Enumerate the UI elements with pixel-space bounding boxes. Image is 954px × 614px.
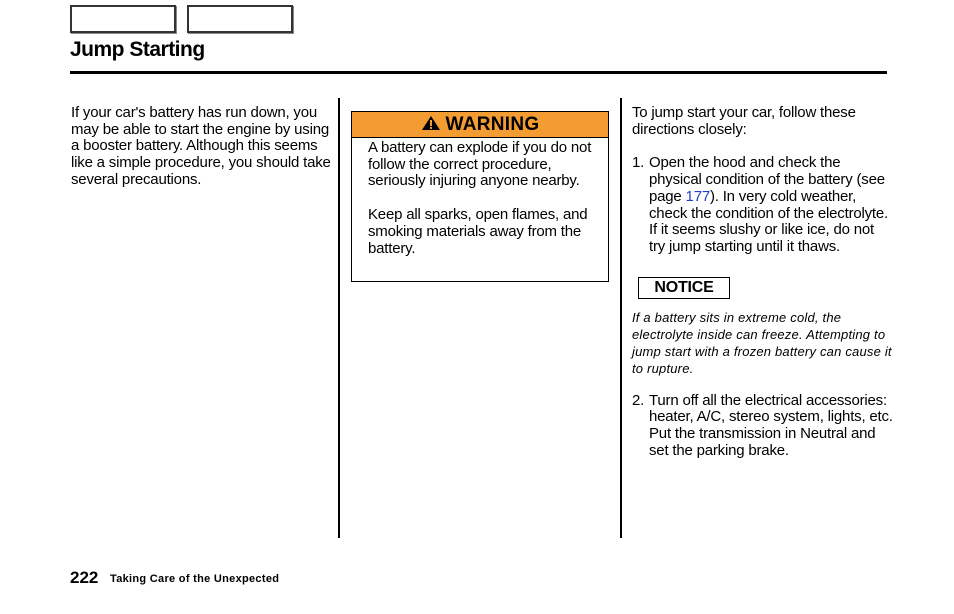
column-divider-left bbox=[338, 98, 340, 538]
step-number: 2. bbox=[632, 391, 645, 409]
warning-triangle-icon bbox=[421, 115, 441, 131]
previous-page-button[interactable] bbox=[70, 5, 176, 33]
step-text: Put the transmission in Neutral and set the parking brake. bbox=[649, 425, 876, 459]
step-1 bbox=[632, 155, 894, 255]
warning-box bbox=[351, 111, 609, 282]
step-2 bbox=[632, 393, 894, 460]
notice-text: If a battery sits in extreme cold, the electrolyte inside can freeze. Attempting to jump start with a frozen battery can cause it to rupture. bbox=[632, 309, 892, 376]
page-number: 222 bbox=[70, 568, 99, 587]
next-page-button[interactable] bbox=[187, 5, 293, 33]
title-divider bbox=[70, 71, 887, 74]
page-177-link[interactable]: 177 bbox=[685, 187, 710, 205]
step-text: Turn off all the electrical accessories: heater, A/C, stereo system, lights, etc. bbox=[649, 391, 893, 426]
step-text: Open the hood and check the physical condition of the battery (see page bbox=[649, 154, 885, 205]
warning-heading: WARNING bbox=[445, 114, 540, 135]
directions-column bbox=[632, 105, 894, 459]
intro-paragraph: If your car's battery has run down, you may be able to start the engine by using a booster battery. Although this seems like a simple procedure, you should take several precautions. bbox=[71, 104, 331, 188]
warning-paragraph: Keep all sparks, open flames, and smoking materials away from the battery. bbox=[368, 206, 588, 257]
step-number: 1. bbox=[632, 154, 645, 172]
warning-body bbox=[352, 138, 608, 257]
directions-intro: To jump start your car, follow these directions closely: bbox=[632, 104, 856, 138]
step-text: ). In very cold weather, check the condition of the electrolyte. If it seems slushy or like ice, do not try jump starting until it thaws. bbox=[649, 187, 889, 255]
notice-label: NOTICE bbox=[638, 277, 730, 299]
column-divider-right bbox=[620, 98, 622, 538]
page-title: Jump Starting bbox=[70, 38, 205, 61]
section-label: Taking Care of the Unexpected bbox=[110, 573, 280, 585]
warning-header bbox=[352, 112, 608, 138]
warning-paragraph: A battery can explode if you do not follow the correct procedure, seriously injuring anyone nearby. bbox=[368, 139, 592, 190]
